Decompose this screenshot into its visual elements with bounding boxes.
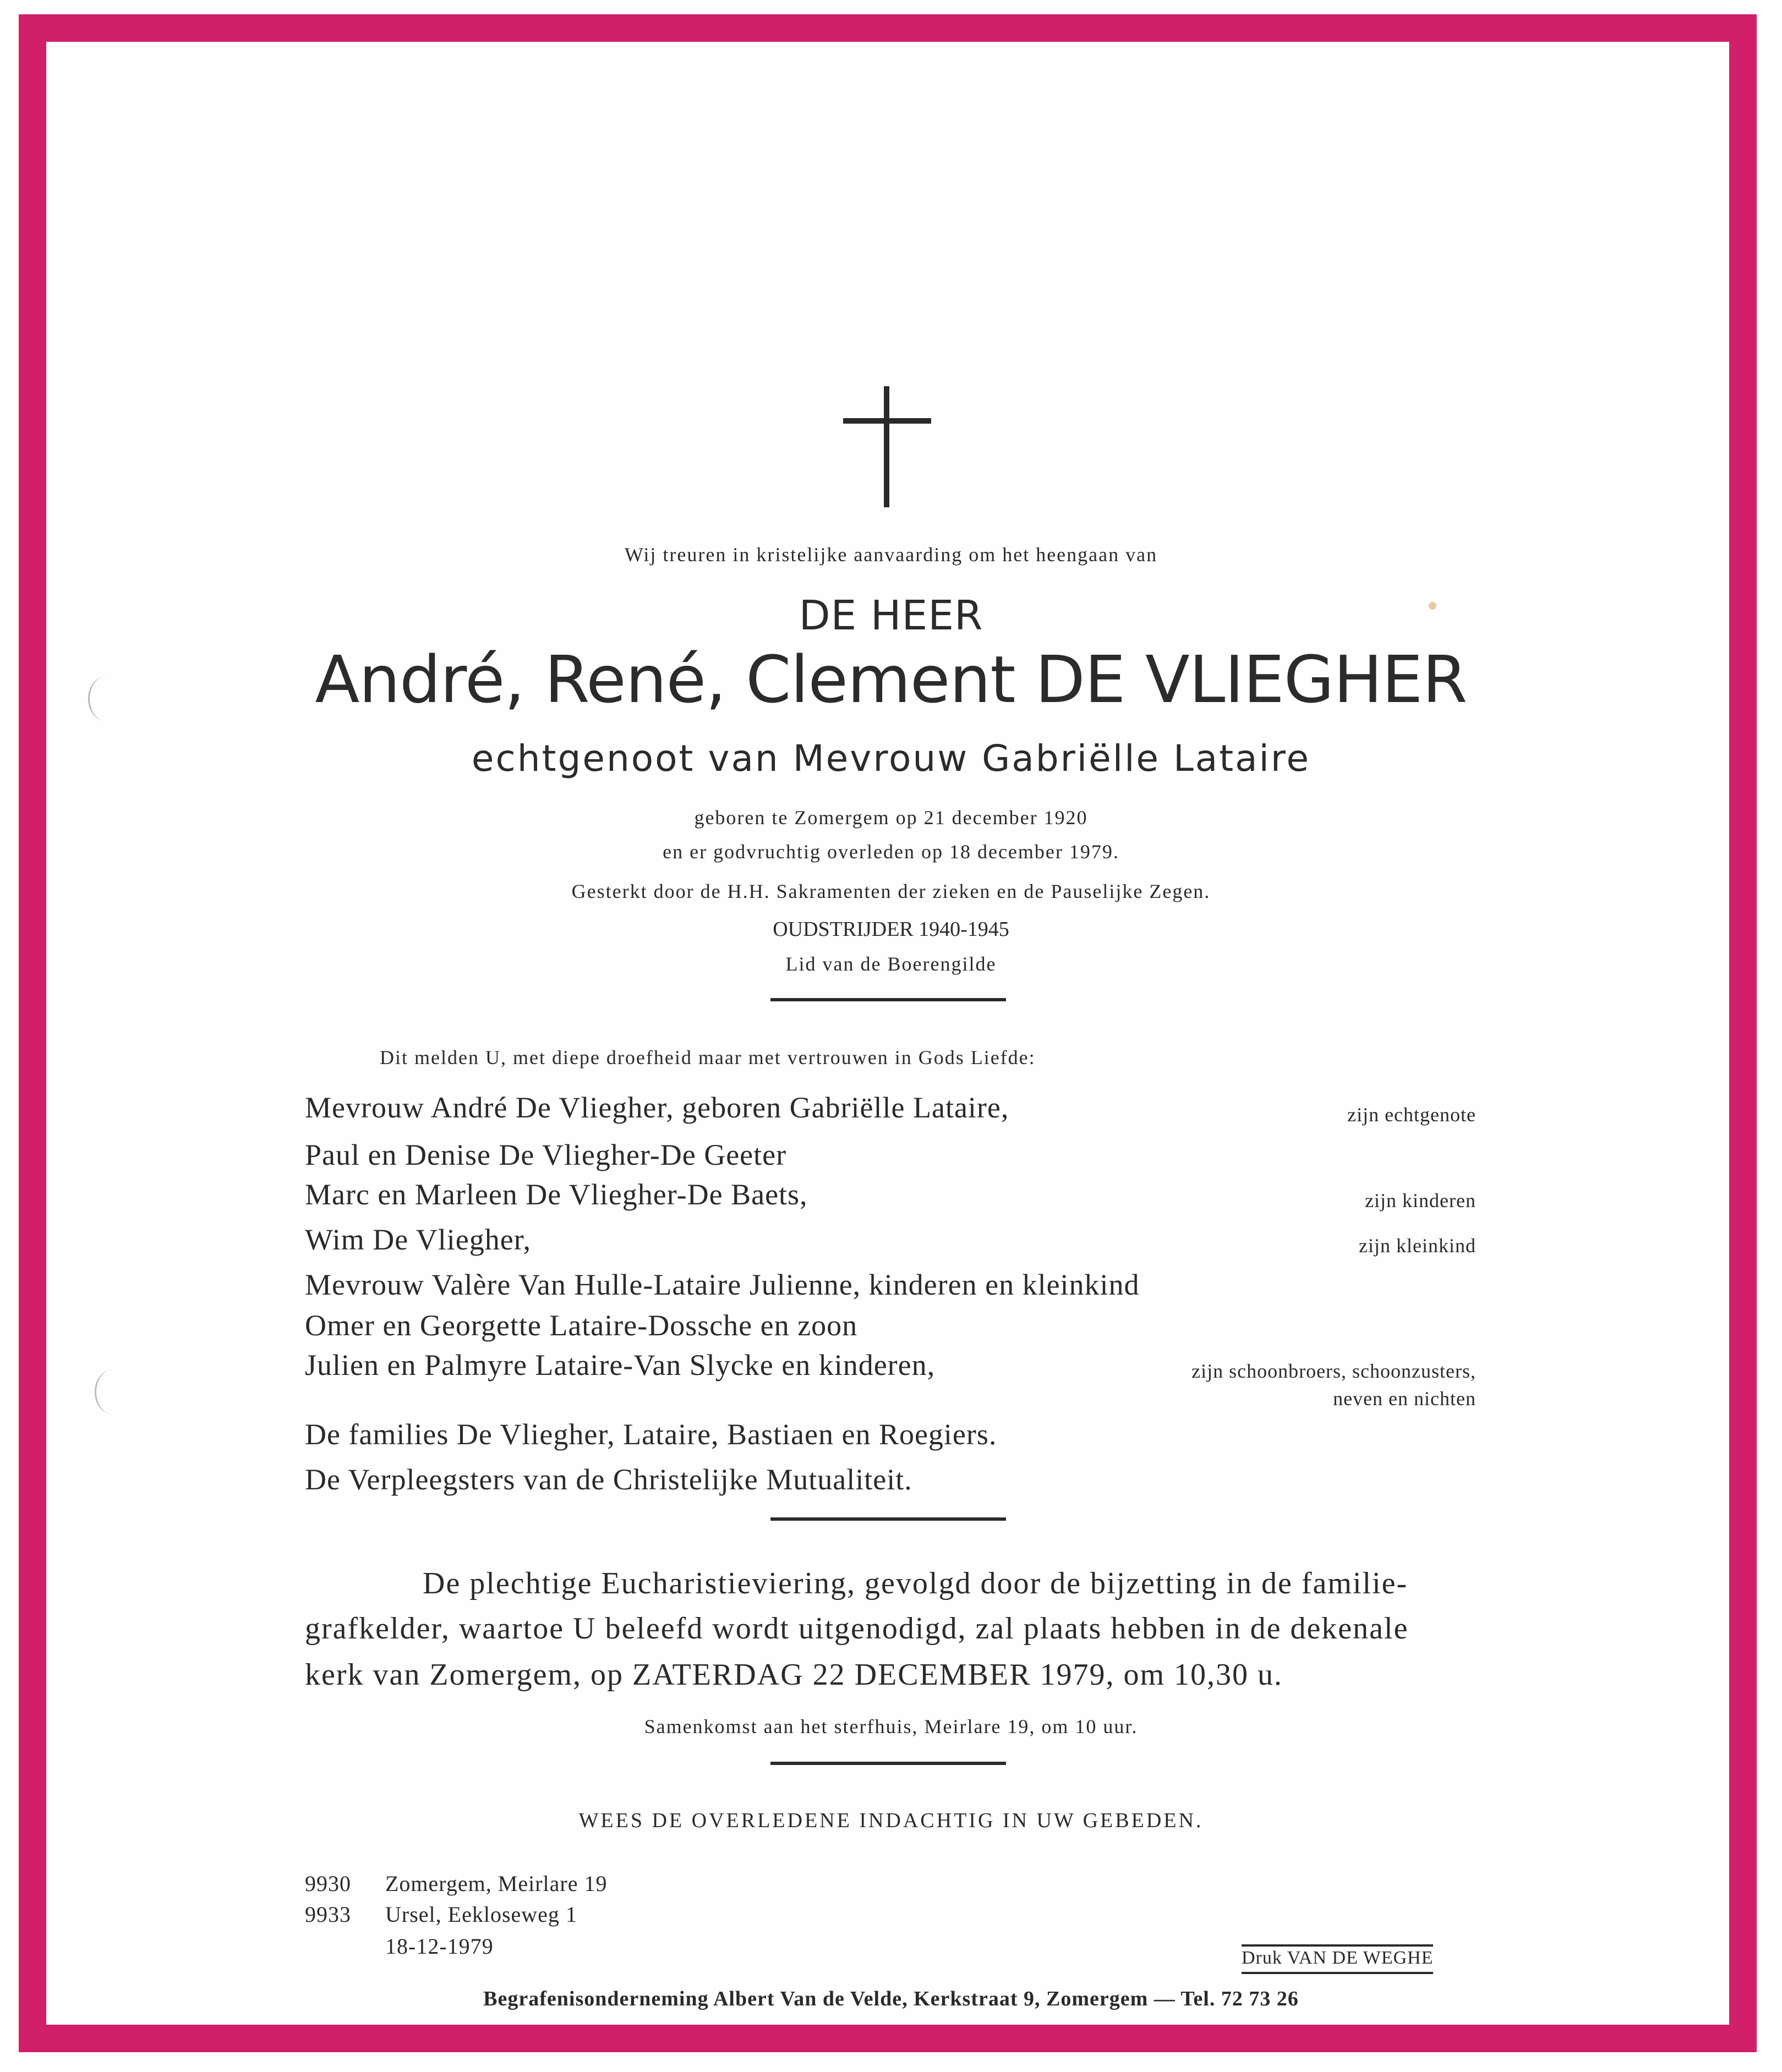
birth-line: geboren te Zomergem op 21 december 1920 [694,807,1088,829]
service-line: De plechtige Eucharistieviering, gevolgd door de bijzetting in de familie- [423,1566,1408,1600]
address-place: Ursel, Eekloseweg 1 [385,1902,577,1927]
gathering-line: Samenkomst aan het sterfhuis, Meirlare 19, om 10 uur. [644,1715,1138,1737]
intro-line: Wij treuren in kristelijke aanvaarding om het heengaan van [624,544,1158,566]
mourner-line: Marc en Marleen De Vliegher-De Baets, [305,1178,808,1211]
divider [770,998,1006,1001]
death-line: en er godvruchtig overleden op 18 december 1979. [663,841,1119,863]
address-postcode: 9933 [305,1902,351,1927]
service-line: kerk van Zomergem, op ZATERDAG 22 DECEMBER 1979, om 10,30 u. [305,1658,1283,1692]
deceased-name: André, René, Clement DE VLIEGHER [315,642,1467,717]
announcement-line: Dit melden U, met diepe droefheid maar met vertrouwen in Gods Liefde: [380,1046,1036,1068]
remembrance-line: WEES DE OVERLEDENE INDACHTIG IN UW GEBEDEN. [578,1809,1204,1832]
undertaker-line: Begrafenisonderneming Albert Van de Velde, Kerkstraat 9, Zomergem — Tel. 72 73 26 [483,1987,1299,2010]
relation-label: zijn schoonbroers, schoonzusters, [1191,1360,1476,1382]
veteran-line: OUDSTRIJDER 1940-1945 [773,918,1009,941]
honorific-title: DE HEER [799,592,983,639]
relation-label: zijn kinderen [1365,1190,1476,1212]
guild-line: Lid van de Boerengilde [785,953,997,975]
service-line: grafkelder, waartoe U beleefd wordt uitgenodigd, zal plaats hebben in de dekenale [305,1611,1409,1646]
printer-credit: Druk VAN DE WEGHE [1242,1944,1433,1974]
punch-hole-mark [95,1370,129,1414]
mourner-line: Wim De Vliegher, [305,1223,532,1256]
mourner-line: Julien en Palmyre Lataire-Van Slycke en kinderen, [305,1349,936,1382]
relation-label: zijn kleinkind [1359,1235,1476,1257]
mourner-line: Mevrouw André De Vliegher, geboren Gabriëlle Lataire, [305,1091,1009,1124]
cross-icon [843,386,931,507]
address-postcode: 9930 [305,1871,351,1896]
notice-date: 18-12-1979 [385,1934,494,1959]
mourner-line: Mevrouw Valère Van Hulle-Lataire Julienne, kinderen en kleinkind [305,1268,1140,1301]
pink-border-frame [19,14,1757,2052]
relation-label: zijn echtgenote [1347,1104,1476,1126]
divider [770,1517,1006,1521]
divider [770,1762,1006,1765]
mourner-line: Paul en Denise De Vliegher-De Geeter [305,1138,787,1171]
relation-label: neven en nichten [1333,1388,1476,1410]
mourner-line: De families De Vliegher, Lataire, Bastiaen en Roegiers. [305,1418,997,1451]
spouse-line: echtgenoot van Mevrouw Gabriëlle Lataire [471,737,1311,780]
mourner-line: Omer en Georgette Lataire-Dossche en zoon [305,1309,858,1342]
address-place: Zomergem, Meirlare 19 [385,1871,608,1896]
mourner-line: De Verpleegsters van de Christelijke Mutualiteit. [305,1463,912,1496]
sacraments-line: Gesterkt door de H.H. Sakramenten der zieken en de Pauselijke Zegen. [571,880,1211,902]
